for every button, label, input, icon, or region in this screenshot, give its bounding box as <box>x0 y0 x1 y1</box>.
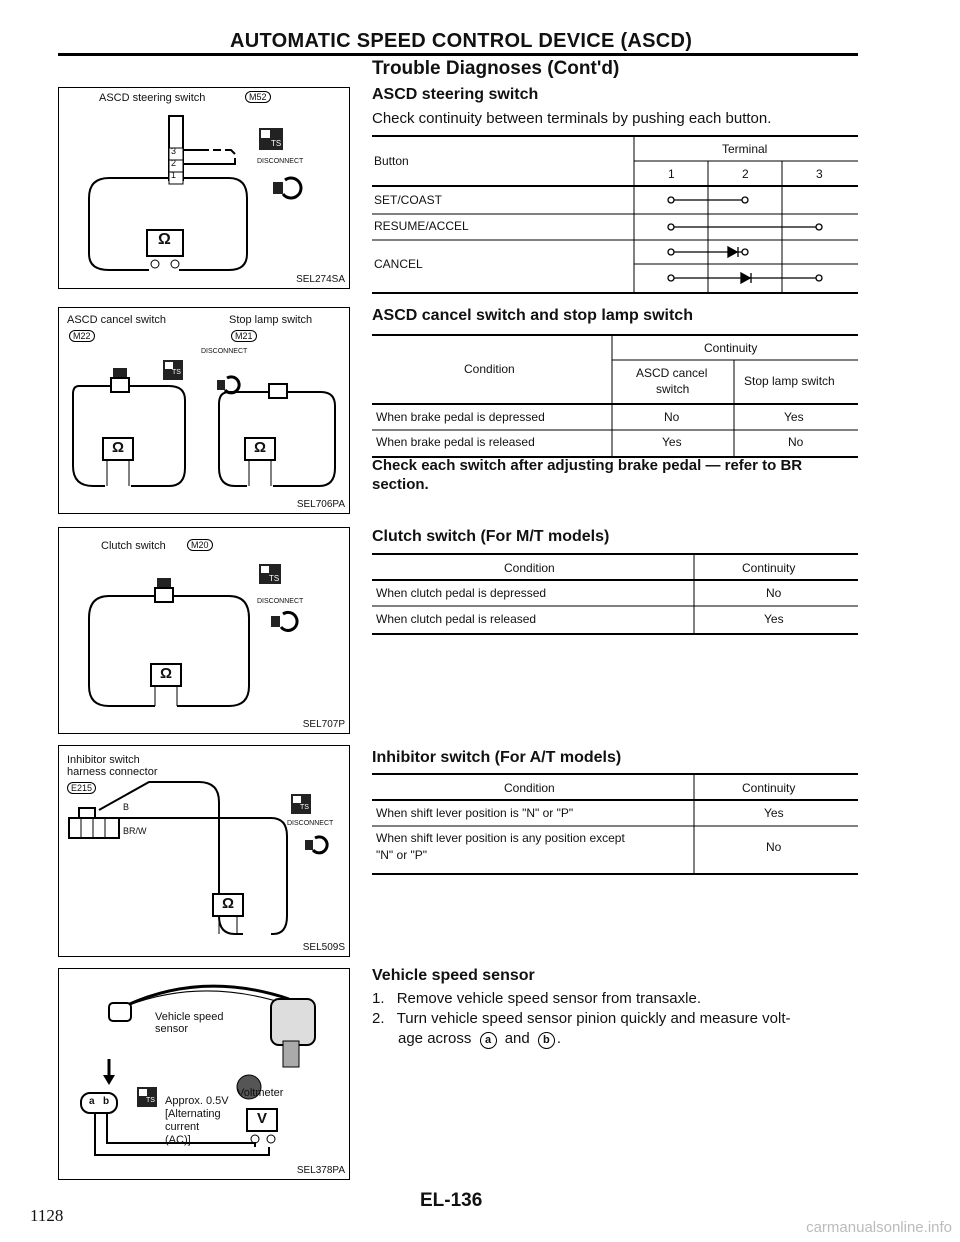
col-header-condition: Condition <box>464 362 515 376</box>
cell-continuity: Yes <box>764 806 784 820</box>
col-header-condition: Condition <box>504 781 555 795</box>
step-2-number: 2. <box>372 1010 385 1027</box>
figure-id: SEL274SA <box>296 274 345 285</box>
col-header-continuity: Continuity <box>742 561 796 575</box>
disconnect-label: DISCONNECT <box>257 598 304 605</box>
figure-inhibitor-switch <box>58 745 350 957</box>
col-header-continuity: Continuity <box>704 341 758 355</box>
reading-line4: (AC)] <box>165 1134 191 1146</box>
terminal-a-badge: a <box>480 1032 497 1049</box>
steering-table <box>372 135 858 294</box>
inhibitor-table <box>372 773 858 875</box>
cancel-switch-diagram <box>59 308 349 513</box>
ohm-meter-icon: Ω <box>160 665 173 682</box>
row-label-set-coast: SET/COAST <box>374 193 443 207</box>
sensor-label-line1: Vehicle speed <box>155 1011 224 1023</box>
step-1 <box>372 990 701 1007</box>
figure-id: SEL706PA <box>296 499 345 510</box>
cell-condition: When clutch pedal is released <box>376 612 537 626</box>
section-heading-vss: Vehicle speed sensor <box>372 967 535 984</box>
ohm-meter-icon: Ω <box>222 895 235 912</box>
figure-vehicle-speed-sensor <box>58 968 350 1180</box>
pin-label: 2 <box>171 158 177 168</box>
figure-id: SEL509S <box>302 942 345 953</box>
row-label-cancel: CANCEL <box>374 257 423 271</box>
figure-title-right: Stop lamp switch <box>229 314 313 326</box>
step-2-text-line1: Turn vehicle speed sensor pinion quickly and measure volt- <box>396 1010 791 1027</box>
pin-label: a <box>89 1096 95 1107</box>
vehicle-speed-sensor-diagram <box>59 969 349 1179</box>
sensor-label-line2: sensor <box>155 1023 189 1035</box>
ohm-meter-icon: Ω <box>254 439 267 456</box>
figure-title-line1: Inhibitor switch <box>67 754 140 766</box>
voltmeter-label: Voltmeter <box>237 1087 284 1099</box>
connector-badge: M52 <box>245 91 271 103</box>
disconnect-label: DISCONNECT <box>201 348 248 355</box>
col-header-terminal-2: 2 <box>742 167 749 181</box>
section-heading-inhibitor: Inhibitor switch (For A/T models) <box>372 749 622 766</box>
col-header-ascd-line2: switch <box>656 382 690 396</box>
cell-continuity: Yes <box>764 612 784 626</box>
section-heading-clutch: Clutch switch (For M/T models) <box>372 528 610 545</box>
figure-steering-switch <box>58 87 350 289</box>
step-2-and: and <box>504 1030 530 1047</box>
figure-id: SEL707P <box>302 719 345 730</box>
col-header-condition: Condition <box>504 561 555 575</box>
page-number: 1128 <box>30 1206 64 1225</box>
ts-icon: TS <box>146 1097 155 1104</box>
figure-cancel-switch <box>58 307 350 514</box>
cell-continuity: No <box>766 840 782 854</box>
reading-line3: current <box>165 1121 200 1133</box>
col-header-ascd-line1: ASCD cancel <box>636 366 708 380</box>
cell-condition: When brake pedal is released <box>376 435 535 449</box>
step-2-end: . <box>556 1030 562 1047</box>
header-rule <box>58 53 858 56</box>
ohm-meter-icon: Ω <box>158 231 171 248</box>
col-header-terminal-3: 3 <box>816 167 823 181</box>
step-2-text-line2: age across <box>398 1030 472 1047</box>
ts-icon: TS <box>172 369 181 376</box>
figure-title: ASCD steering switch <box>99 92 206 104</box>
cell-ascd: Yes <box>662 435 682 449</box>
cell-condition: "N" or "P" <box>376 848 428 862</box>
figure-id: SEL378PA <box>296 1165 345 1176</box>
terminal-b-badge: b <box>538 1032 555 1049</box>
page-header-title: AUTOMATIC SPEED CONTROL DEVICE (ASCD) <box>230 30 693 52</box>
pin-label: 3 <box>171 146 177 156</box>
connector-badge: M22 <box>69 330 95 342</box>
col-header-terminal: Terminal <box>722 142 768 156</box>
col-header-terminal-1: 1 <box>668 167 675 181</box>
steering-switch-diagram <box>59 88 349 288</box>
disconnect-label: DISCONNECT <box>287 820 334 827</box>
figure-clutch-switch <box>58 527 350 734</box>
figure-title-line2: harness connector <box>67 766 158 778</box>
cell-stop: No <box>788 435 804 449</box>
steering-instruction: Check continuity between terminals by pushing each button. <box>372 110 772 127</box>
cell-stop: Yes <box>784 410 804 424</box>
clutch-switch-diagram <box>59 528 349 733</box>
cancel-table <box>372 334 858 458</box>
cancel-note-line1: Check each switch after adjusting brake pedal — refer to BR <box>372 457 803 474</box>
cell-continuity: No <box>766 586 782 600</box>
ts-icon: TS <box>269 574 280 583</box>
row-label-resume-accel: RESUME/ACCEL <box>374 219 469 233</box>
clutch-table <box>372 553 858 635</box>
cancel-note-line2: section. <box>372 476 429 493</box>
col-header-continuity: Continuity <box>742 781 796 795</box>
pin-label: b <box>103 1096 110 1107</box>
cell-ascd: No <box>664 410 680 424</box>
reading-line2: [Alternating <box>165 1108 221 1120</box>
col-header-stop-lamp: Stop lamp switch <box>744 374 835 388</box>
step-1-number: 1. <box>372 990 385 1007</box>
voltmeter-icon: V <box>257 1110 268 1127</box>
wire-color-label: B <box>123 802 130 812</box>
section-heading-cancel: ASCD cancel switch and stop lamp switch <box>372 307 693 324</box>
connector-badge: E215 <box>67 782 96 794</box>
cell-condition: When brake pedal is depressed <box>376 410 545 424</box>
cell-condition: When clutch pedal is depressed <box>376 586 547 600</box>
steering-table-grid <box>372 137 858 292</box>
ts-icon: TS <box>271 139 282 148</box>
cell-condition: When shift lever position is any position except <box>376 831 625 845</box>
page-code: EL-136 <box>420 1190 483 1211</box>
col-header-button: Button <box>374 154 409 168</box>
connector-badge: M21 <box>231 330 257 342</box>
ohm-meter-icon: Ω <box>112 439 125 456</box>
step-1-text: Remove vehicle speed sensor from transaxle. <box>396 990 701 1007</box>
watermark: carmanualsonline.info <box>806 1219 952 1236</box>
wire-color-label: BR/W <box>123 826 147 836</box>
ts-icon: TS <box>300 804 309 811</box>
reading-line1: Approx. 0.5V <box>165 1095 229 1107</box>
page-subtitle: Trouble Diagnoses (Cont'd) <box>372 58 620 79</box>
disconnect-label: DISCONNECT <box>257 158 304 165</box>
section-heading-steering: ASCD steering switch <box>372 86 539 103</box>
connector-badge: M20 <box>187 539 213 551</box>
step-2 <box>372 1010 791 1027</box>
figure-title: Clutch switch <box>101 540 166 552</box>
step-2-continued <box>398 1030 561 1049</box>
figure-title-left: ASCD cancel switch <box>67 314 167 326</box>
cell-condition: When shift lever position is "N" or "P" <box>376 806 574 820</box>
pin-label: 1 <box>171 170 177 180</box>
